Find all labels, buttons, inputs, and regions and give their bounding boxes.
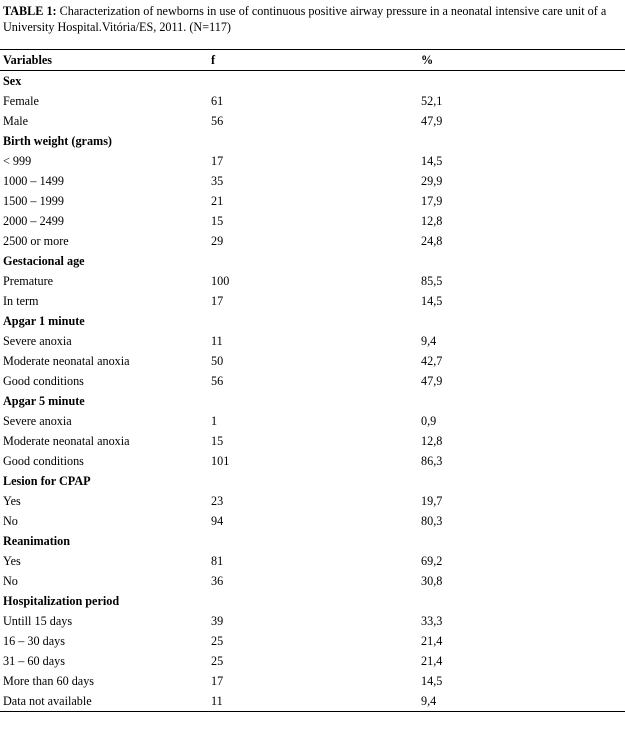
table-row bbox=[0, 211, 625, 231]
table-row bbox=[0, 171, 625, 191]
cell-variable: 31 – 60 days bbox=[3, 654, 65, 668]
cell-percent: 19,7 bbox=[421, 494, 443, 508]
cell-frequency: 11 bbox=[211, 334, 223, 348]
cell-variable: < 999 bbox=[3, 154, 32, 168]
group-title: Reanimation bbox=[3, 534, 71, 548]
cell-frequency: 35 bbox=[211, 174, 224, 188]
cell-percent: 30,8 bbox=[421, 574, 443, 588]
table-caption-text: Characterization of newborns in use of continuous positive airway pressure in a neonatal intensive care unit of a University Hospital.Vitória/ES, 2011. (N=117) bbox=[3, 4, 607, 34]
cell-frequency: 50 bbox=[211, 354, 224, 368]
cell-variable: More than 60 days bbox=[3, 674, 95, 688]
cell-frequency: 21 bbox=[211, 194, 224, 208]
cell-frequency: 81 bbox=[211, 554, 224, 568]
cell-frequency: 56 bbox=[211, 374, 224, 388]
cell-percent: 12,8 bbox=[421, 434, 443, 448]
cell-frequency: 25 bbox=[211, 634, 224, 648]
table-row bbox=[0, 191, 625, 211]
header-variables: Variables bbox=[3, 53, 52, 67]
cell-variable: Yes bbox=[3, 494, 21, 508]
cell-percent: 86,3 bbox=[421, 454, 443, 468]
cell-percent: 17,9 bbox=[421, 194, 443, 208]
cell-percent: 52,1 bbox=[421, 94, 443, 108]
cell-frequency: 61 bbox=[211, 94, 224, 108]
group-title: Apgar 5 minute bbox=[3, 394, 85, 408]
cell-frequency: 11 bbox=[211, 694, 223, 708]
cell-variable: Male bbox=[3, 114, 29, 128]
cell-variable: Female bbox=[3, 94, 39, 108]
cell-percent: 69,2 bbox=[421, 554, 443, 568]
cell-percent: 47,9 bbox=[421, 114, 443, 128]
table-caption bbox=[3, 3, 615, 35]
cell-frequency: 17 bbox=[211, 294, 224, 308]
table-group-row bbox=[0, 251, 625, 271]
cell-percent: 9,4 bbox=[421, 694, 437, 708]
table-group-row bbox=[0, 391, 625, 411]
cell-variable: No bbox=[3, 574, 18, 588]
cell-variable: Moderate neonatal anoxia bbox=[3, 434, 130, 448]
cell-percent: 0,9 bbox=[421, 414, 437, 428]
cell-frequency: 101 bbox=[211, 454, 230, 468]
group-title: Hospitalization period bbox=[3, 594, 120, 608]
cell-variable: Data not available bbox=[3, 694, 92, 708]
cell-percent: 47,9 bbox=[421, 374, 443, 388]
table-row bbox=[0, 631, 625, 651]
cell-percent: 33,3 bbox=[421, 614, 443, 628]
table-group-row bbox=[0, 591, 625, 611]
cell-percent: 85,5 bbox=[421, 274, 443, 288]
cell-percent: 14,5 bbox=[421, 154, 443, 168]
table-group-row bbox=[0, 71, 625, 91]
table-row bbox=[0, 351, 625, 371]
cell-variable: Yes bbox=[3, 554, 21, 568]
table-row bbox=[0, 671, 625, 691]
cell-frequency: 39 bbox=[211, 614, 224, 628]
table-row bbox=[0, 651, 625, 671]
cell-variable: Severe anoxia bbox=[3, 334, 72, 348]
table-row bbox=[0, 331, 625, 351]
cell-frequency: 29 bbox=[211, 234, 224, 248]
cell-variable: 2000 – 2499 bbox=[3, 214, 64, 228]
table-row bbox=[0, 691, 625, 711]
cell-frequency: 94 bbox=[211, 514, 224, 528]
group-title: Sex bbox=[3, 74, 22, 88]
header-percent: % bbox=[421, 53, 434, 67]
table-row bbox=[0, 571, 625, 591]
header-frequency: f bbox=[211, 53, 216, 67]
cell-variable: Premature bbox=[3, 274, 54, 288]
table-row bbox=[0, 491, 625, 511]
table-group-row bbox=[0, 131, 625, 151]
cell-percent: 21,4 bbox=[421, 654, 443, 668]
table-row bbox=[0, 451, 625, 471]
table-row bbox=[0, 431, 625, 451]
table-row bbox=[0, 91, 625, 111]
cell-percent: 29,9 bbox=[421, 174, 443, 188]
cell-frequency: 15 bbox=[211, 214, 224, 228]
cell-variable: Severe anoxia bbox=[3, 414, 72, 428]
cell-frequency: 56 bbox=[211, 114, 224, 128]
cell-variable: Good conditions bbox=[3, 374, 84, 388]
table-group-row bbox=[0, 531, 625, 551]
group-title: Apgar 1 minute bbox=[3, 314, 85, 328]
cell-percent: 12,8 bbox=[421, 214, 443, 228]
cell-percent: 42,7 bbox=[421, 354, 443, 368]
cell-frequency: 15 bbox=[211, 434, 224, 448]
cell-variable: Untill 15 days bbox=[3, 614, 73, 628]
cell-frequency: 17 bbox=[211, 154, 224, 168]
table-row bbox=[0, 151, 625, 171]
table-row bbox=[0, 551, 625, 571]
table-body bbox=[0, 71, 625, 711]
cell-frequency: 100 bbox=[211, 274, 230, 288]
cell-frequency: 36 bbox=[211, 574, 224, 588]
cell-percent: 80,3 bbox=[421, 514, 443, 528]
cell-frequency: 23 bbox=[211, 494, 224, 508]
cell-variable: No bbox=[3, 514, 18, 528]
table-row bbox=[0, 611, 625, 631]
table-row bbox=[0, 231, 625, 251]
cell-variable: 16 – 30 days bbox=[3, 634, 65, 648]
cell-variable: 1000 – 1499 bbox=[3, 174, 64, 188]
group-title: Lesion for CPAP bbox=[3, 474, 91, 488]
cell-percent: 14,5 bbox=[421, 294, 443, 308]
cell-variable: In term bbox=[3, 294, 39, 308]
cell-frequency: 25 bbox=[211, 654, 224, 668]
table-row bbox=[0, 111, 625, 131]
cell-percent: 21,4 bbox=[421, 634, 443, 648]
table-row bbox=[0, 411, 625, 431]
group-title: Gestacional age bbox=[3, 254, 85, 268]
table-group-row bbox=[0, 311, 625, 331]
group-title: Birth weight (grams) bbox=[3, 134, 112, 148]
cell-percent: 9,4 bbox=[421, 334, 437, 348]
cell-frequency: 17 bbox=[211, 674, 224, 688]
cell-percent: 24,8 bbox=[421, 234, 443, 248]
cell-variable: Moderate neonatal anoxia bbox=[3, 354, 130, 368]
table-caption-label: TABLE 1: bbox=[3, 4, 57, 18]
cell-frequency: 1 bbox=[211, 414, 218, 428]
table-row bbox=[0, 511, 625, 531]
table-row bbox=[0, 291, 625, 311]
cell-percent: 14,5 bbox=[421, 674, 443, 688]
table-group-row bbox=[0, 471, 625, 491]
table-row bbox=[0, 371, 625, 391]
data-table bbox=[0, 49, 625, 712]
cell-variable: Good conditions bbox=[3, 454, 84, 468]
table-header-row bbox=[0, 50, 625, 71]
table-row bbox=[0, 271, 625, 291]
cell-variable: 1500 – 1999 bbox=[3, 194, 64, 208]
cell-variable: 2500 or more bbox=[3, 234, 69, 248]
